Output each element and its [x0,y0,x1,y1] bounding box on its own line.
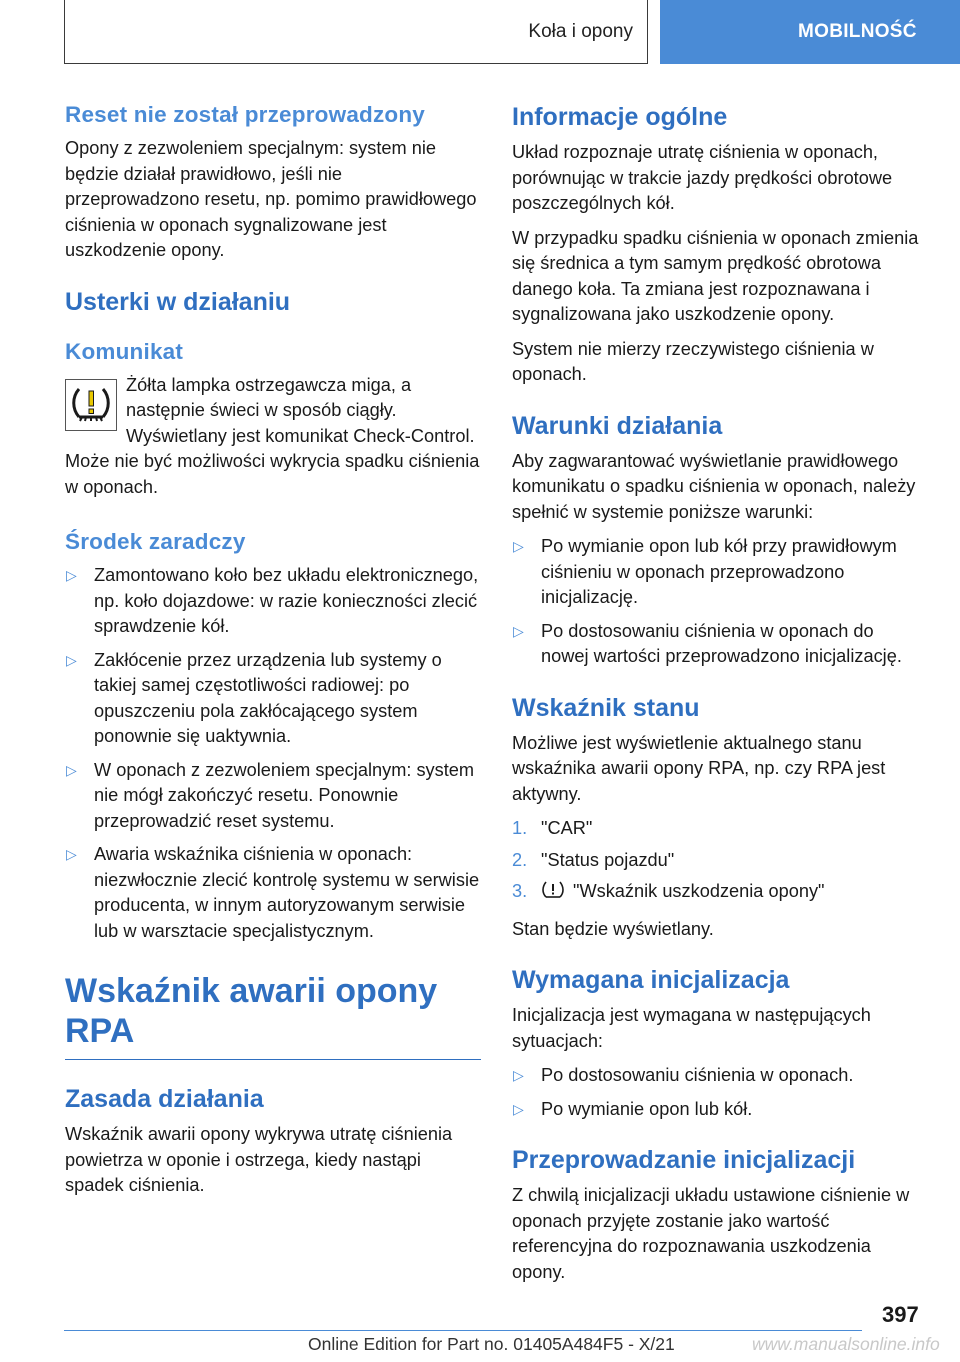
remedy-list [65,563,481,944]
tire-pressure-warning-icon [65,379,117,431]
message-text: Żółta lampka ostrzegawcza miga, a następnie świeci w sposób ciągły. Wyświetlany jest komunikat Check-Control. Może nie być możliwości wykrycia spadku ciśnienia w oponach. [65,374,480,497]
general-heading: Informacje ogólne [512,103,728,131]
triangle-right-icon: ▷ [66,761,77,778]
list-item: ▷ Zamontowano koło bez układu elektronicznego, np. koło dojazdowe: w razie konieczności zlecić sprawdzenie kół. [66,565,479,636]
triangle-right-icon: ▷ [66,567,77,583]
left-column [65,100,481,1208]
principle-text: Wskaźnik awarii opony wykrywa utratę ciśnienia powietrza w oponie i ostrzega, kiedy nastąpi spadek ciśnienia. [65,1124,453,1195]
page-number: 397 [882,1302,919,1327]
triangle-right-icon: ▷ [513,1067,524,1083]
malfunction-heading: Usterki w działaniu [65,287,291,316]
message-heading: Komunikat [65,338,184,364]
triangle-right-icon: ▷ [513,622,524,639]
triangle-right-icon: ▷ [66,651,77,668]
status-result: Stan będzie wyświetlany. [512,918,714,939]
principle-heading: Zasada działania [65,1085,264,1113]
status-heading: Wskaźnik stanu [512,693,700,722]
list-item: 1. "CAR" [512,818,593,838]
list-item: ▷ Po dostosowaniu ciśnienia w oponach. [512,1063,926,1089]
rpa-title-block [65,971,481,1060]
list-item: 2. "Status pojazdu" [512,849,675,870]
triangle-right-icon: ▷ [513,538,524,554]
watermark: www.manualsonline.info [752,1334,940,1354]
init-required-heading: Wymagana inicjalizacja [512,966,790,994]
list-item: ▷ Po wymianie opon lub kół. [512,1097,926,1123]
rpa-title: Wskaźnik awarii opony RPA [65,972,438,1050]
reset-heading: Reset nie został przeprowadzony [65,102,426,127]
list-item: ▷ Awaria wskaźnika ciśnienia w oponach: niezwłocznie zlecić kontrolę systemu w serwisie producenta, w innym autoryzowanym serwisie lub w warsztacie specjalistycznym. [66,844,480,941]
section-title: Koła i opony [528,20,633,42]
triangle-right-icon: ▷ [513,1100,524,1117]
remedy-heading: Środek zaradczy [65,529,246,554]
general-text-3: System nie mierzy rzeczywistego ciśnienia w oponach. [512,338,874,384]
conditions-list [512,534,926,670]
init-heading: Przeprowadzanie inicjalizacji [512,1146,856,1174]
init-text: Z chwilą inicjalizacji układu ustawione ciśnienie w oponach przyjęte zostanie jako wartość referencyjna do rozpoznawania uszkodzenia opony. [512,1185,910,1282]
list-item: ▷ Zakłócenie przez urządzenia lub systemy o takiej samej częstotliwości radiowej: po opuszczeniu pola zakłócającego system ponownie się uaktywnia. [66,649,442,746]
init-required-list [512,1063,926,1122]
triangle-right-icon: ▷ [66,846,77,862]
right-column [512,100,926,1294]
status-steps [512,816,926,908]
list-item: 3. "Wskaźnik uszkodzenia opony" [512,879,926,908]
footer-divider [64,1330,862,1331]
chapter-title: MOBILNOŚĆ [798,21,917,42]
header-section-title [64,0,648,64]
general-text-1: Układ rozpoznaje utratę ciśnienia w oponach, porównując w trakcie jazdy prędkości obrotowe poszczególnych kół. [512,142,893,213]
header-chapter-tab [660,0,960,64]
tire-pressure-icon [541,880,565,908]
conditions-text: Aby zagwarantować wyświetlanie prawidłowego komunikatu o spadku ciśnienia w oponach, należy spełnić w systemie poniższe warunki: [512,450,916,522]
footer-edition: Online Edition for Part no. 01405A484F5 - X/21 [308,1334,675,1354]
list-item: ▷ Po wymianie opon lub kół przy prawidłowym ciśnieniu w oponach przeprowadzono inicjalizację. [513,536,897,607]
list-item: ▷ W oponach z zezwoleniem specjalnym: system nie mógł zakończyć resetu. Ponownie przeprowadzić reset systemu. [66,759,475,831]
init-required-text: Inicjalizacja jest wymagana w następujących sytuacjach: [512,1005,871,1051]
conditions-heading: Warunki działania [512,411,723,440]
general-text-2: W przypadku spadku ciśnienia w oponach zmienia się średnica a tym samym prędkość obrotowa danego koła. Ta zmiana jest rozpoznawana i sygnalizowana jako uszkodzenie opony. [512,227,919,324]
list-item: ▷ Po dostosowaniu ciśnienia w oponach do nowej wartości przeprowadzono inicjalizację. [513,620,902,666]
status-text: Możliwe jest wyświetlenie aktualnego stanu wskaźnika awarii opony RPA, np. czy RPA jest aktywny. [512,732,886,804]
reset-text: Opony z zezwoleniem specjalnym: system nie będzie działał prawidłowo, jeśli nie przeprowadzono resetu, np. pomimo prawidłowego ciśnienia w oponach sygnalizowane jest uszkodzenie opony. [65,138,477,260]
